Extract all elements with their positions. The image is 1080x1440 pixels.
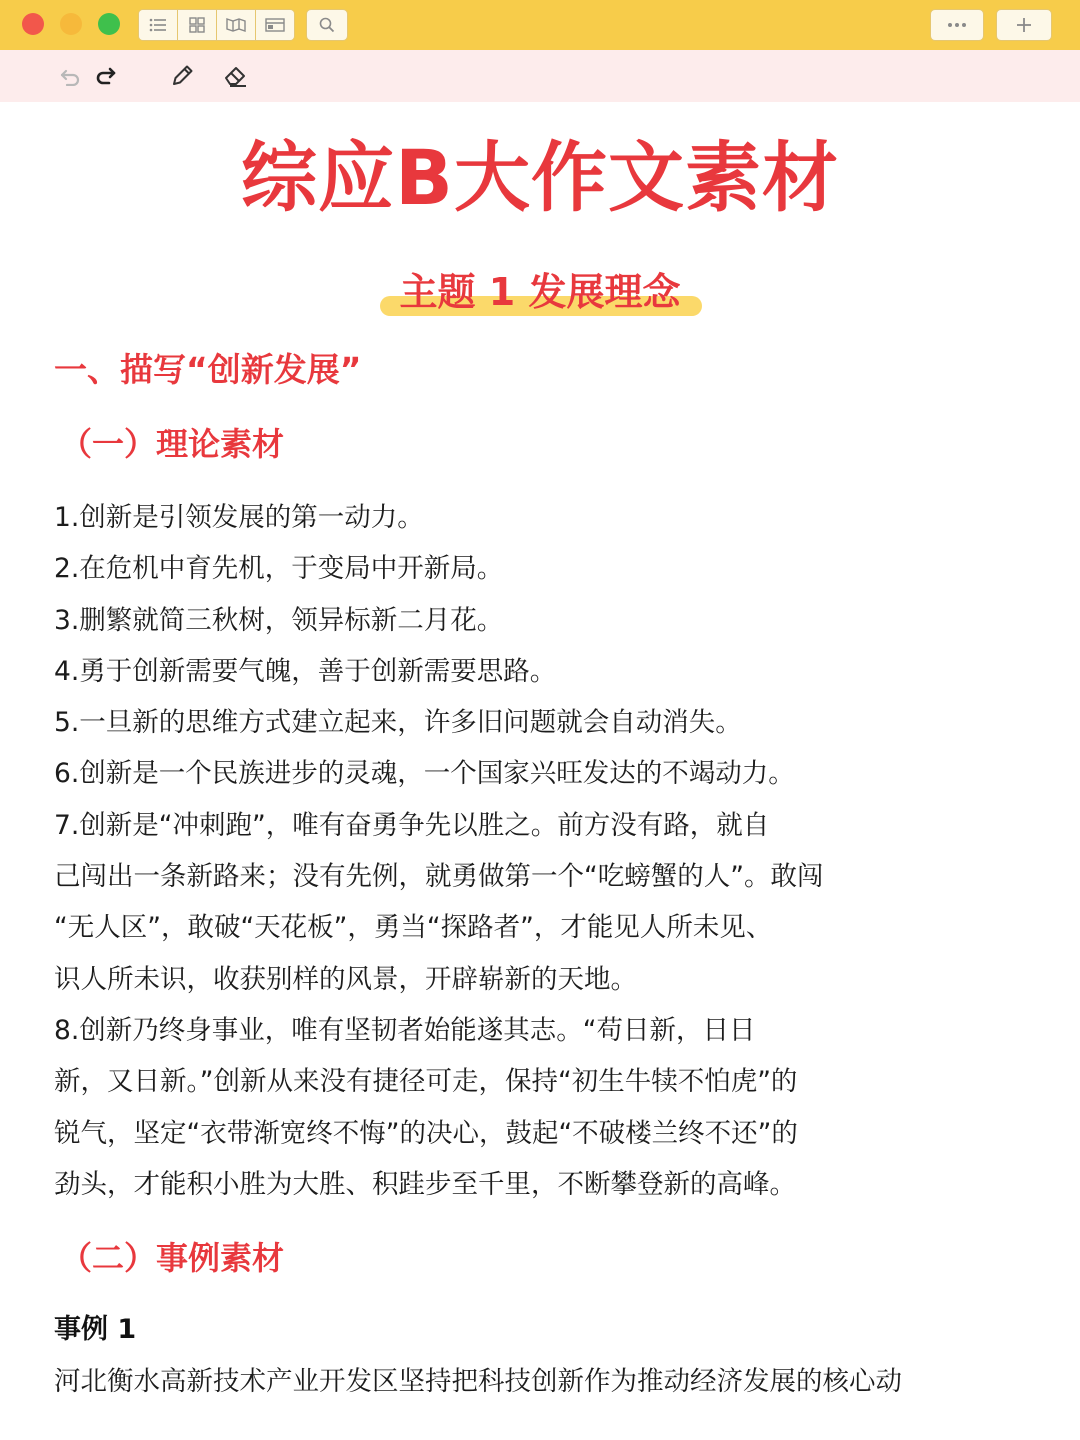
- grid-view-icon: [189, 17, 205, 33]
- redo-icon: [94, 66, 118, 86]
- gallery-view-icon: [265, 18, 285, 32]
- case-label: 事例 1: [54, 1314, 137, 1345]
- theory-line: 5.一旦新的思维方式建立起来，许多旧问题就会自动消失。: [54, 707, 742, 739]
- theory-list: [54, 492, 1024, 1210]
- case-text: 河北衡水高新技术产业开发区坚持把科技创新作为推动经济发展的核心动: [54, 1366, 902, 1397]
- view-mode-segmented-control: [138, 9, 295, 41]
- list-view-icon: [149, 18, 167, 32]
- topic-heading-wrap: [0, 262, 1080, 322]
- topic-heading: [394, 262, 687, 322]
- undo-icon: [58, 66, 82, 86]
- ellipsis-icon: [947, 22, 967, 28]
- column-view-button[interactable]: [217, 10, 256, 40]
- theory-line: 4.勇于创新需要气魄，善于创新需要思路。: [54, 655, 557, 687]
- search-button[interactable]: [306, 9, 348, 41]
- undo-button[interactable]: [56, 62, 84, 90]
- theory-line: 7.创新是“冲刺跑”，唯有奋勇争先以胜之。前方没有路，就自: [54, 809, 770, 841]
- topic-heading-text: 主题 1 发展理念: [399, 270, 681, 314]
- gallery-view-button[interactable]: [256, 10, 294, 40]
- theory-line: 新，又日新。”创新从来没有捷径可走，保持“初生牛犊不怕虎”的: [54, 1066, 798, 1098]
- title-bar: [0, 0, 1080, 50]
- plus-icon: [1015, 16, 1033, 34]
- zoom-window-button[interactable]: [98, 13, 120, 35]
- pencil-icon: [169, 63, 195, 89]
- theory-line: 己闯出一条新路来；没有先例，就勇做第一个“吃螃蟹的人”。敢闯: [54, 861, 824, 893]
- subheading-cases: （二）事例素材: [60, 1239, 285, 1277]
- eraser-tool-button[interactable]: [222, 62, 250, 90]
- document-title: 综应B大作文素材: [241, 133, 839, 222]
- theory-line: 1.创新是引领发展的第一动力。: [54, 502, 424, 533]
- theory-line: 劲头，才能积小胜为大胜、积跬步至千里，不断攀登新的高峰。: [54, 1168, 796, 1200]
- eraser-icon: [222, 63, 250, 89]
- theory-line: 8.创新乃终身事业，唯有坚韧者始能遂其志。“苟日新，日日: [54, 1014, 756, 1046]
- theory-line: “无人区”，敢破“天花板”，勇当“探路者”，才能见人所未见、: [54, 912, 773, 944]
- redo-button[interactable]: [92, 62, 120, 90]
- add-button[interactable]: [996, 9, 1052, 41]
- grid-view-button[interactable]: [178, 10, 217, 40]
- theory-line: 6.创新是一个民族进步的灵魂，一个国家兴旺发达的不竭动力。: [54, 758, 795, 790]
- theory-line: 识人所未识，收获别样的风景，开辟崭新的天地。: [54, 963, 637, 995]
- section-heading-innovation: 一、描写“创新发展”: [54, 350, 362, 389]
- pencil-tool-button[interactable]: [168, 62, 196, 90]
- close-window-button[interactable]: [22, 13, 44, 35]
- editing-toolbar: [0, 50, 1080, 102]
- theory-line: 2.在危机中育先机，于变局中开新局。: [54, 553, 504, 585]
- subheading-theory: （一）理论素材: [60, 425, 285, 463]
- theory-line: 锐气，坚定“衣带渐宽终不悔”的决心，鼓起“不破楼兰终不还”的: [54, 1117, 798, 1149]
- column-view-icon: [226, 17, 246, 33]
- list-view-button[interactable]: [139, 10, 178, 40]
- search-icon: [319, 17, 335, 33]
- minimize-window-button[interactable]: [60, 13, 82, 35]
- theory-line: 3.删繁就简三秋树，领异标新二月花。: [54, 604, 504, 636]
- more-options-button[interactable]: [930, 9, 984, 41]
